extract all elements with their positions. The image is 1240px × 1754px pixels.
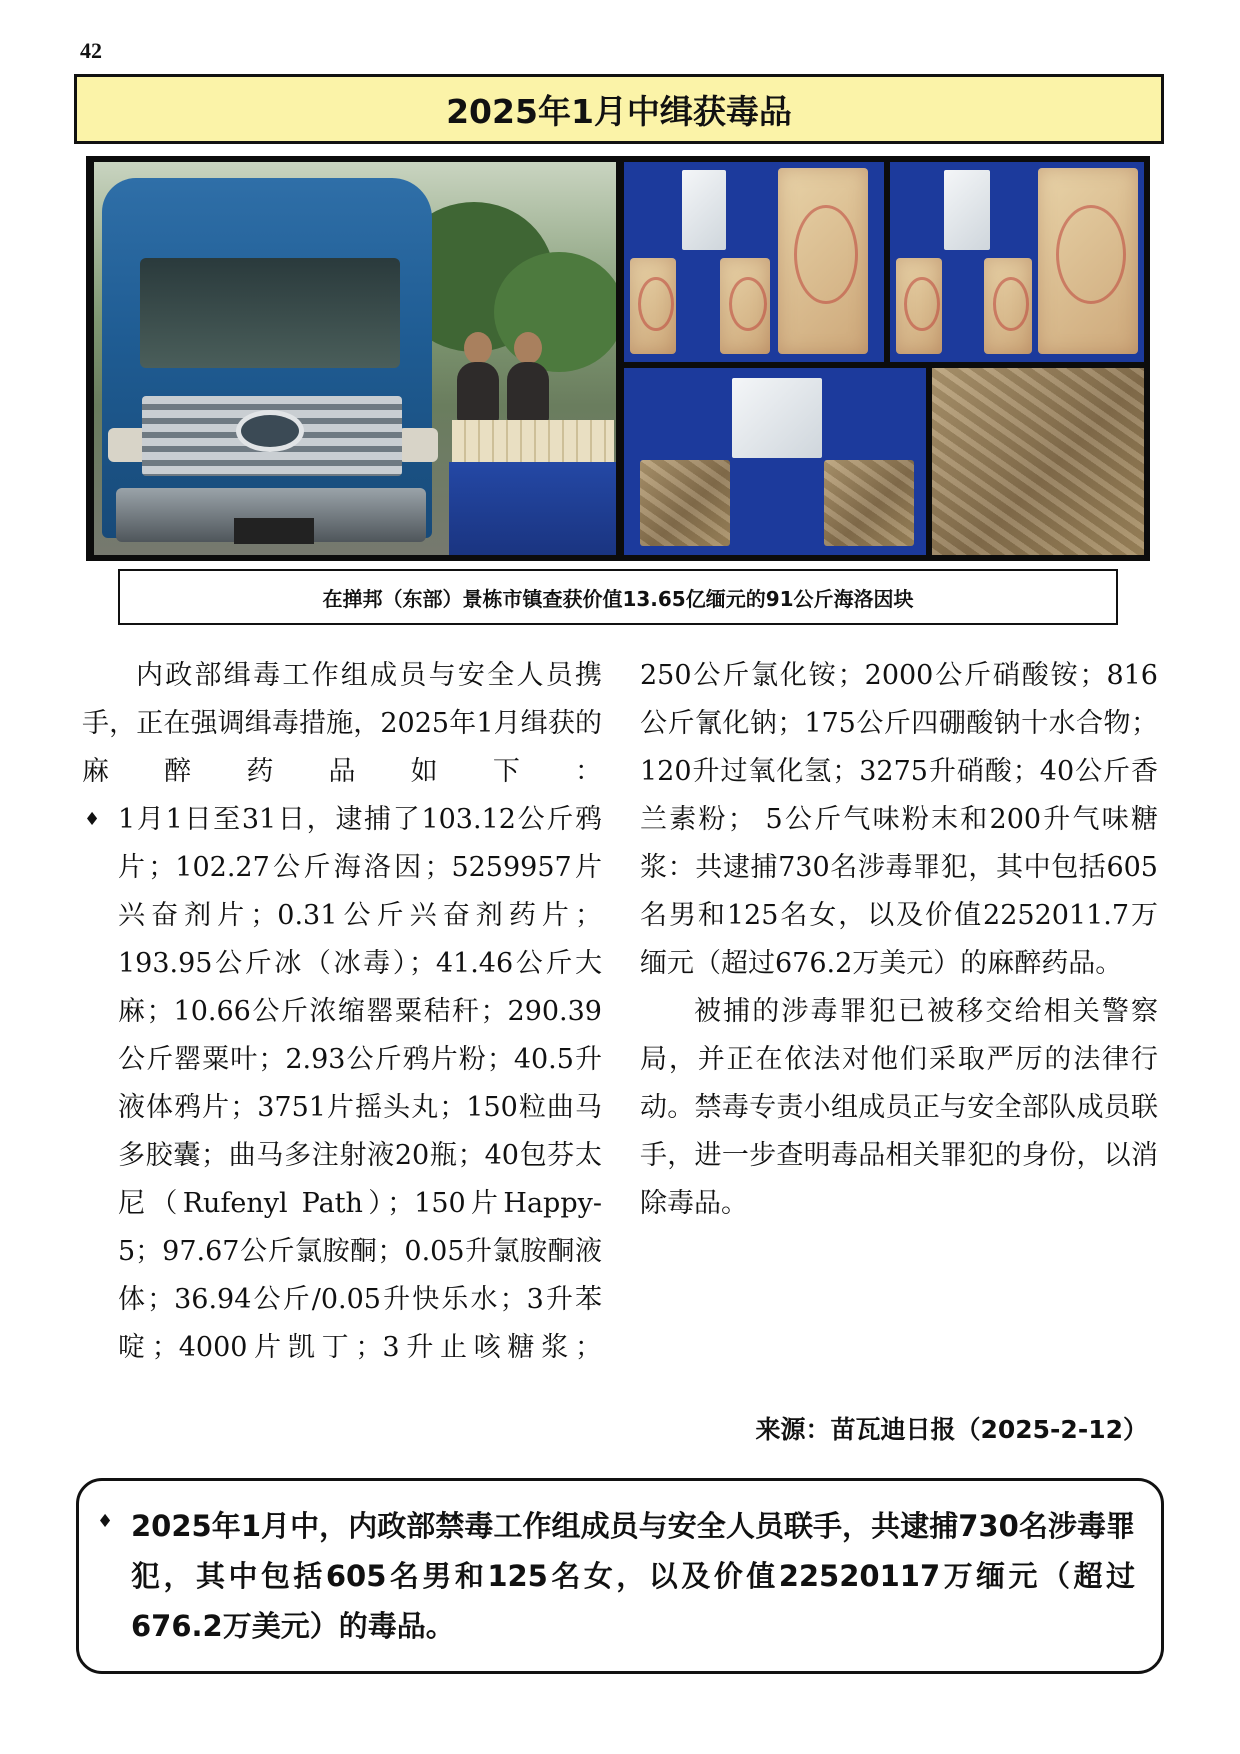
packaged-bag [720,258,770,354]
tree-shape [494,252,616,372]
article-source: 来源：苗瓦迪日报（2025-2-12） [755,1415,1148,1444]
heroin-block [640,460,730,546]
drug-photo-2 [890,162,1144,362]
summary-text: 2025年1月中，内政部禁毒工作组成员与安全人员联手，共逮捕730名涉毒罪犯，其中包括605名男和125名女，以及价值22520117万缅元（超过676.2万美元）的毒品。 [131,1509,1135,1643]
diamond-bullet-icon: ♦ [84,809,101,830]
photo-collage [86,156,1150,561]
drug-photo-1 [624,162,884,362]
seizure-list-part2: 250公斤氯化铵；2000公斤硝酸铵；816公斤氰化钠；175公斤四硼酸钠十水合物；120升过氧化氢；3275升硝酸；40公斤香兰素粉； 5公斤气味粉末和200升气味糖浆：共逮捕730名涉毒罪犯，其中包括605名男和125名女，以及价值2252011.7万缅元（超过676.2万美元）的麻醉药品。 [640,660,1158,979]
truck-emblem [236,410,304,452]
display-table [449,462,616,555]
article-column-right [640,652,1158,1228]
article-intro: 内政部缉毒工作组成员与安全人员携手，正在强调缉毒措施，2025年1月缉获的麻醉药品如下： [82,660,602,787]
person-head [514,332,542,364]
white-block [944,170,990,250]
diamond-bullet-icon: ♦ [97,1511,114,1532]
title-banner [74,74,1164,144]
packaged-bag [630,258,676,354]
person-figure [507,362,549,422]
heroin-block [824,460,914,546]
packaged-bag [984,258,1032,354]
truck-photo [94,162,616,555]
person-figure [457,362,499,422]
drug-photo-4 [932,368,1144,555]
page-number: 42 [80,38,102,63]
windshield [140,258,400,368]
license-plate [234,518,314,544]
page-title: 2025年1月中缉获毒品 [446,91,792,131]
photo-caption: 在掸邦（东部）景栋市镇查获价值13.65亿缅元的91公斤海洛因块 [322,586,914,611]
headlight-right [398,428,438,462]
seized-parcels [452,420,614,464]
packaged-bag [1038,168,1138,354]
white-block [732,378,822,458]
article-closing: 被捕的涉毒罪犯已被移交给相关警察局，并正在依法对他们采取严厉的法律行动。禁毒专责小组成员正与安全部队成员联手，进一步查明毒品相关罪犯的身份，以消除毒品。 [640,996,1158,1219]
truck-cab [102,178,432,538]
list-item [82,796,602,1372]
white-block [682,170,726,250]
person-head [464,332,492,364]
article-column-left [82,652,602,1372]
packaged-bag [778,168,868,354]
drug-photo-3 [624,368,926,555]
packaged-bag [896,258,942,354]
photo-caption-box [118,569,1118,625]
seizure-list-part1: 1月1日至31日，逮捕了103.12公斤鸦片；102.27公斤海洛因；5259957片兴奋剂片；0.31公斤兴奋剂药片；193.95公斤冰（冰毒）；41.46公斤大麻；10.66公斤浓缩罂粟秸秆；290.39公斤罂粟叶；2.93公斤鸦片粉；40.5升液体鸦片；3751片摇头丸；150粒曲马多胶囊；曲马多注射液20瓶；40包芬太尼（Rufenyl Path）；150片Happy-5；97.67公斤氯胺酮；0.05升氯胺酮液体；36.94公斤/0.05升快乐水；3升苯啶；4000片凯丁；3升止咳糖浆； [118,804,602,1363]
summary-box [76,1478,1164,1674]
